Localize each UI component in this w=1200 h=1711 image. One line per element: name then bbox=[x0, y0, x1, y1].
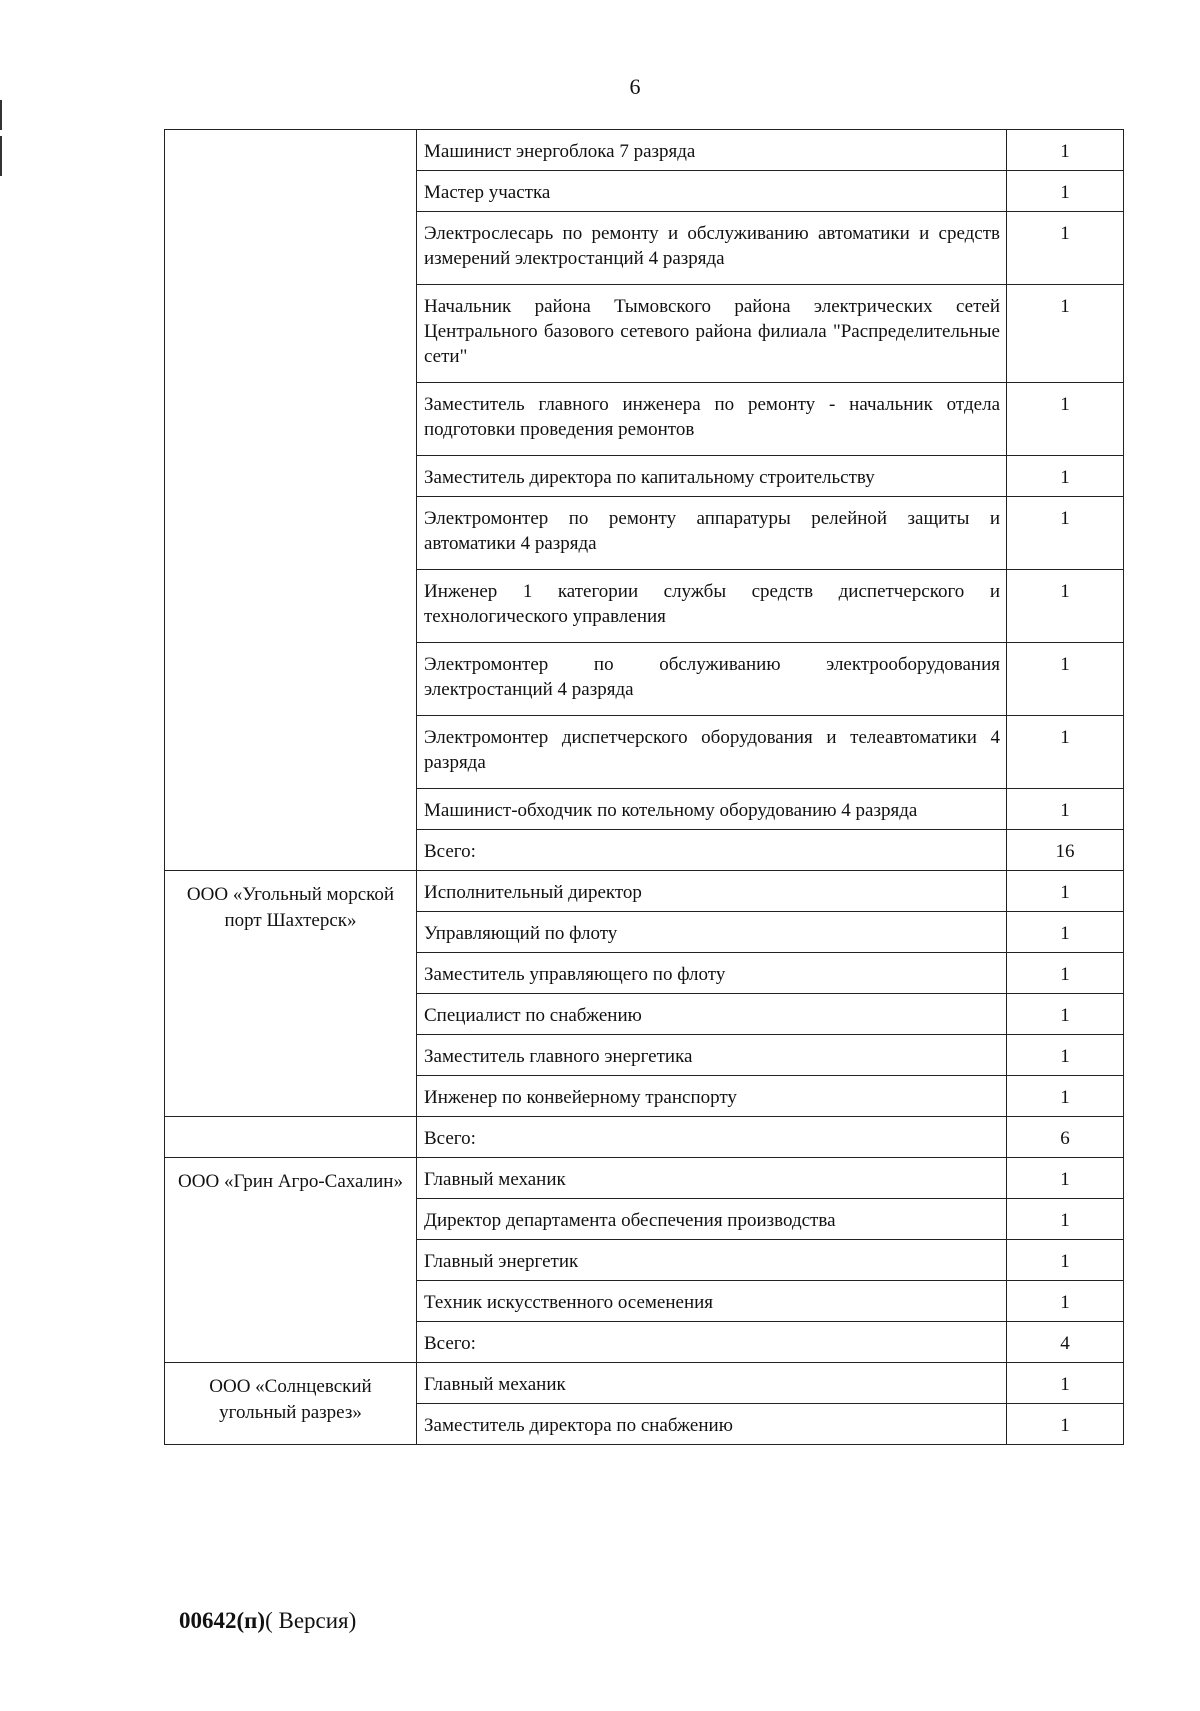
count-cell: 1 bbox=[1007, 643, 1124, 716]
table-row bbox=[165, 1158, 1124, 1199]
count-cell: 1 bbox=[1007, 953, 1124, 994]
count-cell: 1 bbox=[1007, 130, 1124, 171]
position-cell: Заместитель директора по снабжению bbox=[417, 1404, 1007, 1445]
position-cell: Заместитель главного энергетика bbox=[417, 1035, 1007, 1076]
position-cell: Начальник района Тымовского района электрических сетей Центрального базового сетевого района филиала "Распределительные сети" bbox=[417, 285, 1007, 383]
position-cell: Всего: bbox=[417, 1117, 1007, 1158]
positions-table-body bbox=[165, 130, 1124, 1445]
position-cell: Всего: bbox=[417, 830, 1007, 871]
count-cell: 1 bbox=[1007, 1076, 1124, 1117]
count-cell: 1 bbox=[1007, 570, 1124, 643]
count-cell: 1 bbox=[1007, 456, 1124, 497]
table-row bbox=[165, 1117, 1124, 1158]
organization-cell: ООО «Угольный морской порт Шахтерск» bbox=[165, 871, 417, 1117]
position-cell: Директор департамента обеспечения производства bbox=[417, 1199, 1007, 1240]
count-cell: 1 bbox=[1007, 1363, 1124, 1404]
position-cell: Инженер по конвейерному транспорту bbox=[417, 1076, 1007, 1117]
count-cell: 6 bbox=[1007, 1117, 1124, 1158]
position-cell: Заместитель главного инженера по ремонту - начальник отдела подготовки проведения ремонтов bbox=[417, 383, 1007, 456]
position-cell: Управляющий по флоту bbox=[417, 912, 1007, 953]
scan-edge-marks bbox=[0, 100, 3, 182]
document-code-version: ( Версия) bbox=[265, 1608, 357, 1633]
count-cell: 1 bbox=[1007, 212, 1124, 285]
count-cell: 16 bbox=[1007, 830, 1124, 871]
position-cell: Инженер 1 категории службы средств диспетчерского и технологического управления bbox=[417, 570, 1007, 643]
position-cell: Исполнительный директор bbox=[417, 871, 1007, 912]
count-cell: 1 bbox=[1007, 871, 1124, 912]
position-cell: Электромонтер диспетчерского оборудования и телеавтоматики 4 разряда bbox=[417, 716, 1007, 789]
document-code-number: 00642(п) bbox=[179, 1608, 266, 1633]
count-cell: 1 bbox=[1007, 171, 1124, 212]
position-cell: Главный механик bbox=[417, 1363, 1007, 1404]
position-cell: Электрослесарь по ремонту и обслуживанию автоматики и средств измерений электростанций 4 разряда bbox=[417, 212, 1007, 285]
count-cell: 1 bbox=[1007, 912, 1124, 953]
count-cell: 1 bbox=[1007, 1158, 1124, 1199]
position-cell: Машинист-обходчик по котельному оборудованию 4 разряда bbox=[417, 789, 1007, 830]
organization-cell bbox=[165, 130, 417, 871]
table-row bbox=[165, 871, 1124, 912]
organization-cell: ООО «Солнцевский угольный разрез» bbox=[165, 1363, 417, 1445]
organization-cell: ООО «Грин Агро-Сахалин» bbox=[165, 1158, 417, 1363]
count-cell: 1 bbox=[1007, 1240, 1124, 1281]
count-cell: 4 bbox=[1007, 1322, 1124, 1363]
organization-cell bbox=[165, 1117, 417, 1158]
positions-table bbox=[164, 129, 1124, 1445]
page-number: 6 bbox=[629, 74, 641, 99]
count-cell: 1 bbox=[1007, 789, 1124, 830]
position-cell: Главный механик bbox=[417, 1158, 1007, 1199]
count-cell: 1 bbox=[1007, 1199, 1124, 1240]
count-cell: 1 bbox=[1007, 383, 1124, 456]
position-cell: Специалист по снабжению bbox=[417, 994, 1007, 1035]
position-cell: Электромонтер по обслуживанию электрооборудования электростанций 4 разряда bbox=[417, 643, 1007, 716]
position-cell: Машинист энергоблока 7 разряда bbox=[417, 130, 1007, 171]
position-cell: Электромонтер по ремонту аппаратуры релейной защиты и автоматики 4 разряда bbox=[417, 497, 1007, 570]
count-cell: 1 bbox=[1007, 1281, 1124, 1322]
count-cell: 1 bbox=[1007, 285, 1124, 383]
position-cell: Мастер участка bbox=[417, 171, 1007, 212]
document-code bbox=[179, 1608, 356, 1634]
count-cell: 1 bbox=[1007, 1035, 1124, 1076]
count-cell: 1 bbox=[1007, 716, 1124, 789]
position-cell: Всего: bbox=[417, 1322, 1007, 1363]
table-row bbox=[165, 130, 1124, 171]
position-cell: Главный энергетик bbox=[417, 1240, 1007, 1281]
count-cell: 1 bbox=[1007, 994, 1124, 1035]
position-cell: Заместитель управляющего по флоту bbox=[417, 953, 1007, 994]
position-cell: Техник искусственного осеменения bbox=[417, 1281, 1007, 1322]
count-cell: 1 bbox=[1007, 497, 1124, 570]
position-cell: Заместитель директора по капитальному строительству bbox=[417, 456, 1007, 497]
count-cell: 1 bbox=[1007, 1404, 1124, 1445]
table-row bbox=[165, 1363, 1124, 1404]
